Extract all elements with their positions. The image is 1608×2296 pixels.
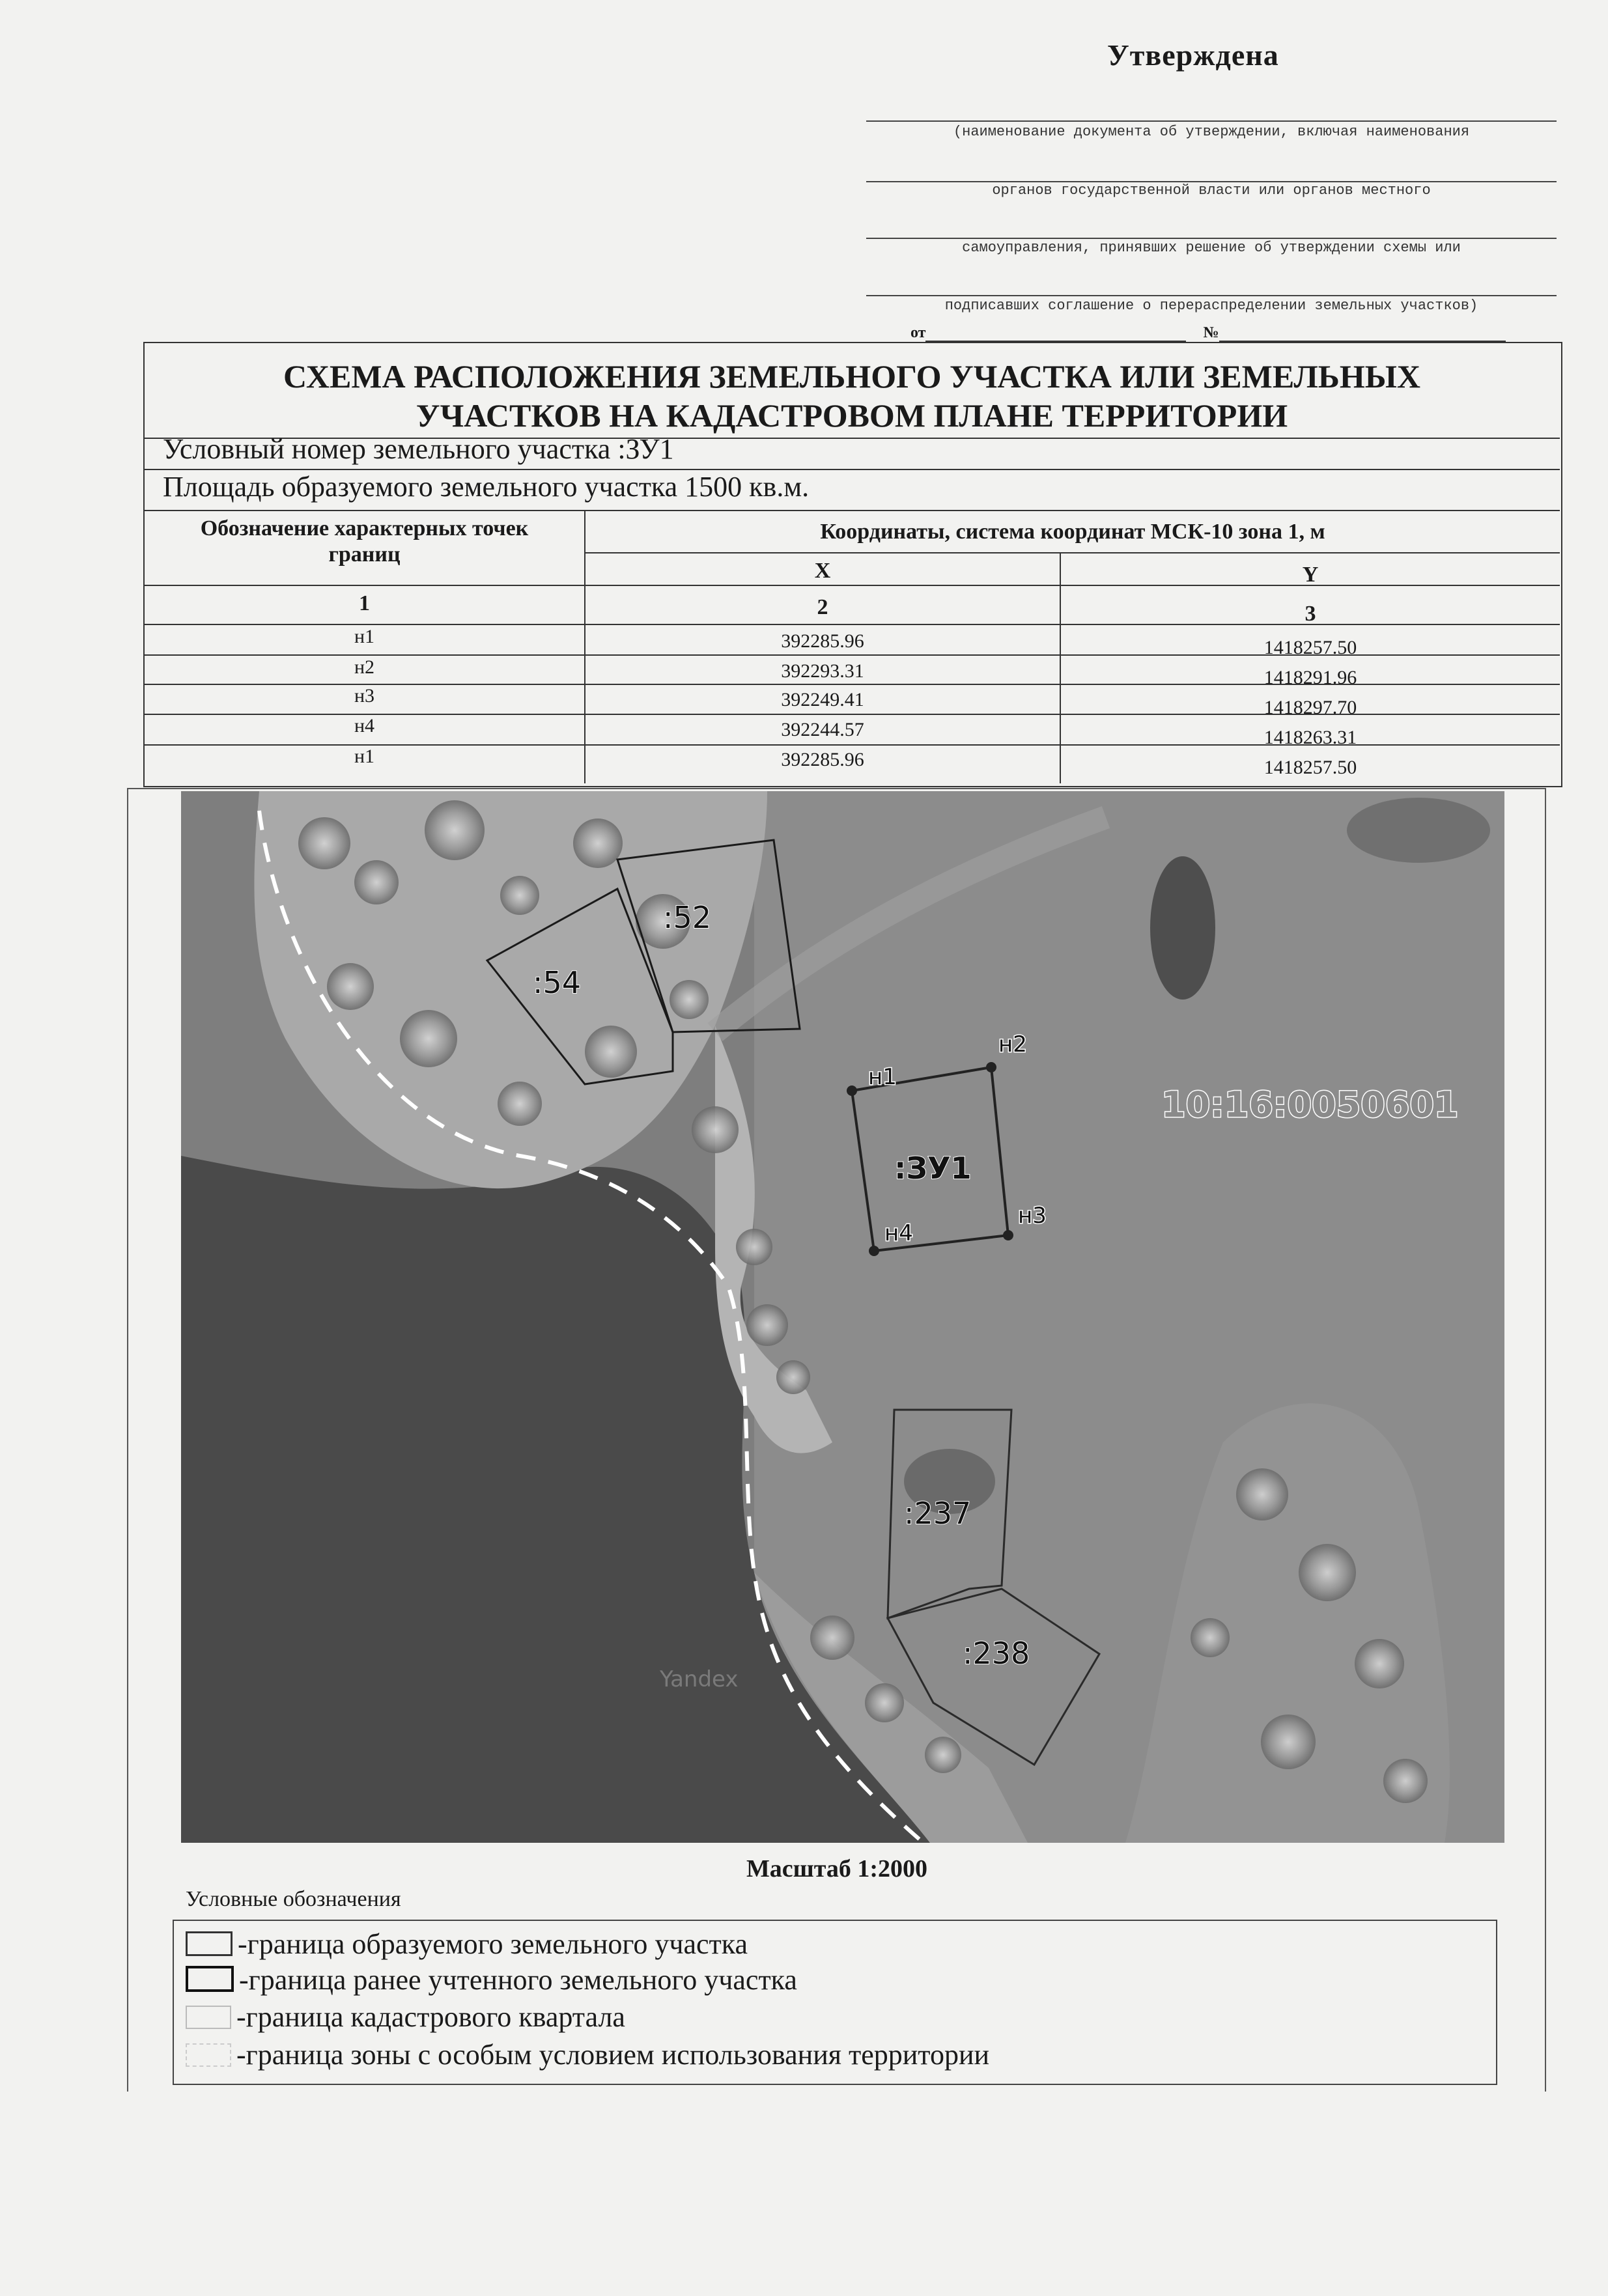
- table-rule: [145, 624, 1560, 625]
- point-marker-n1: [847, 1085, 857, 1096]
- x-cell: 392293.31: [781, 660, 864, 682]
- col-number-2: 2: [817, 595, 828, 619]
- cadastral-map: [181, 791, 1504, 1843]
- legend-item-quarter: [186, 2000, 625, 2034]
- legend-label: -граница ранее учтенного земельного участка: [239, 1964, 797, 1996]
- watermark: Yandex: [660, 1666, 739, 1692]
- date-blank: [925, 328, 1186, 342]
- approved-title: Утверждена: [1107, 38, 1279, 72]
- parcel-label-54: :54: [533, 965, 582, 1000]
- y-cell: 1418257.50: [1263, 757, 1357, 778]
- approval-caption-3: самоуправления, принявших решение об утверждении схемы или: [962, 240, 1461, 256]
- scheme-title-line-1: СХЕМА РАСПОЛОЖЕНИЯ ЗЕМЕЛЬНОГО УЧАСТКА ИЛИ ЗЕМЕЛЬНЫХ: [283, 358, 1420, 395]
- approval-line: [866, 295, 1557, 296]
- point-label-n2: н2: [998, 1031, 1027, 1057]
- y-cell: 1418263.31: [1263, 727, 1357, 748]
- parcel-label-52: :52: [663, 900, 712, 935]
- point-marker-n2: [986, 1062, 996, 1072]
- point-label-n4: н4: [884, 1220, 913, 1246]
- approval-date-row: [866, 324, 1517, 342]
- y-cell: 1418297.70: [1263, 697, 1357, 718]
- parcel-label-zu1: :ЗУ1: [894, 1151, 972, 1186]
- legend-label: -граница кадастрового квартала: [236, 2001, 625, 2033]
- legend-label: -граница образуемого земельного участка: [238, 1928, 748, 1960]
- point-marker-n4: [869, 1246, 879, 1256]
- point-cell: н4: [354, 715, 375, 736]
- scheme-title: [145, 357, 1559, 435]
- y-cell: 1418291.96: [1263, 667, 1357, 688]
- approval-caption-1: (наименование документа об утверждении, включая наименования: [953, 124, 1470, 140]
- legend-item-new-parcel: [186, 1927, 748, 1961]
- legend-swatch-special-zone: [186, 2043, 231, 2067]
- approval-caption-2: органов государственной власти или органов местного: [992, 182, 1431, 199]
- legend-item-special-zone: [186, 2038, 989, 2071]
- point-cell: н1: [354, 746, 375, 767]
- x-cell: 392285.96: [781, 749, 864, 770]
- x-cell: 392244.57: [781, 719, 864, 740]
- approval-line: [866, 238, 1557, 239]
- legend-swatch-new-parcel: [186, 1931, 233, 1956]
- number-label: №: [1203, 324, 1219, 341]
- point-cell: н1: [354, 626, 375, 647]
- scheme-title-line-2: УЧАСТКОВ НА КАДАСТРОВОМ ПЛАНЕ ТЕРРИТОРИИ: [416, 397, 1288, 434]
- x-header: X: [814, 559, 831, 583]
- table-rule: [145, 585, 1560, 586]
- date-label: от: [910, 324, 926, 341]
- number-blank: [1219, 328, 1506, 342]
- table-rule: [145, 510, 1560, 511]
- y-cell: 1418257.50: [1263, 637, 1357, 658]
- coords-header: Координаты, система координат МСК-10 зона 1, м: [820, 520, 1325, 544]
- points-header: [145, 516, 584, 568]
- dark-spot: [1150, 856, 1215, 1000]
- map-scale: Масштаб 1:2000: [746, 1855, 928, 1883]
- parcel-number: Условный номер земельного участка :ЗУ1: [163, 433, 674, 465]
- table-rule: [584, 552, 1560, 553]
- points-header-line-1: Обозначение характерных точек: [200, 516, 529, 540]
- legend-caption: Условные обозначения: [186, 1887, 401, 1911]
- quarter-label: 10:16:0050601: [1161, 1084, 1459, 1125]
- point-marker-n3: [1003, 1230, 1013, 1240]
- x-cell: 392285.96: [781, 630, 864, 652]
- point-cell: н3: [354, 685, 375, 707]
- point-label-n3: н3: [1018, 1203, 1047, 1229]
- legend-label: -граница зоны с особым условием использования территории: [236, 2039, 990, 2071]
- approval-line: [866, 120, 1557, 122]
- legend-swatch-registered-parcel: [186, 1966, 234, 1992]
- legend-swatch-quarter: [186, 2006, 231, 2029]
- parcel-label-238: :238: [963, 1636, 1030, 1671]
- col-number-3: 3: [1305, 602, 1316, 626]
- approval-caption-4: подписавших соглашение о перераспределении земельных участков): [944, 298, 1478, 314]
- dark-spot: [1347, 798, 1490, 863]
- map-svg: [181, 791, 1504, 1843]
- col-number-1: 1: [359, 591, 370, 615]
- y-header: Y: [1302, 563, 1319, 587]
- table-rule: [145, 654, 1560, 656]
- legend-item-registered-parcel: [186, 1963, 797, 1996]
- parcel-area: Площадь образуемого земельного участка 1500 кв.м.: [163, 471, 810, 503]
- point-cell: н2: [354, 656, 375, 678]
- points-header-line-2: границ: [328, 542, 401, 567]
- parcel-label-237: :237: [904, 1496, 972, 1531]
- point-label-n1: н1: [868, 1064, 897, 1090]
- x-cell: 392249.41: [781, 689, 864, 710]
